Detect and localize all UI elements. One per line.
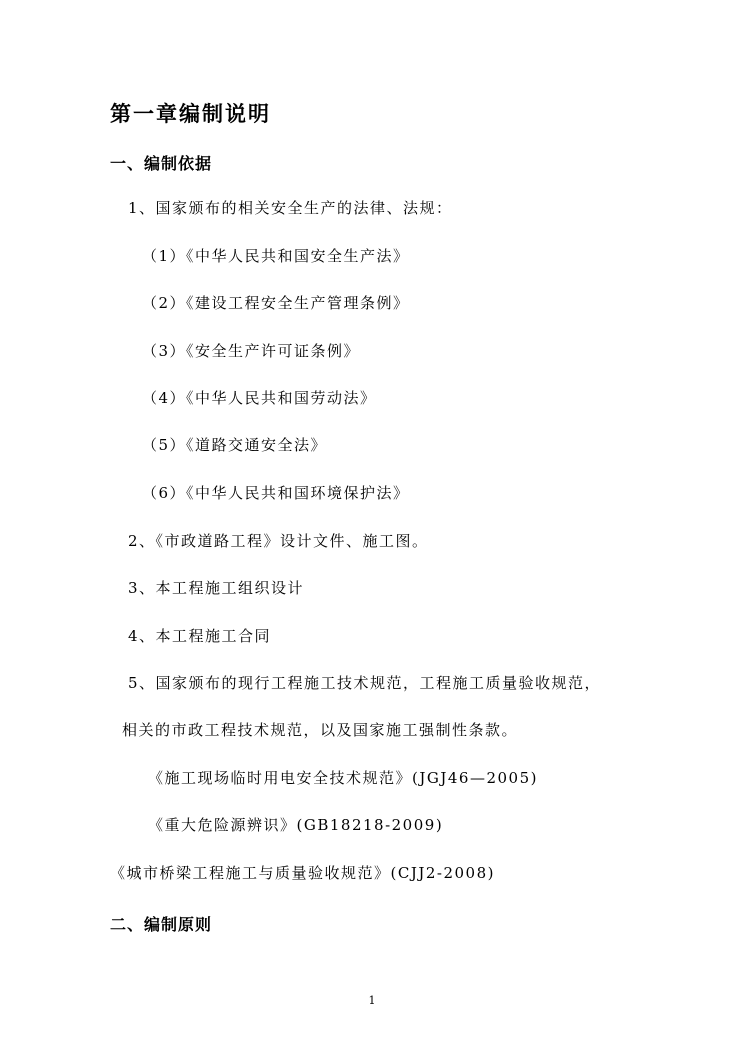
- law-item: （6）《中华人民共和国环境保护法》: [142, 484, 410, 502]
- basis-item-5-line-1: 5、国家颁布的现行工程施工技术规范，工程施工质量验收规范，: [128, 674, 602, 692]
- law-item: （2）《建设工程安全生产管理条例》: [142, 294, 410, 312]
- standard-item: 《重大危险源辨识》(GB18218-2009): [148, 816, 444, 834]
- basis-item-1: 1、国家颁布的相关安全生产的法律、法规：: [128, 199, 453, 217]
- law-item: （4）《中华人民共和国劳动法》: [142, 389, 377, 407]
- chapter-title: 第一章编制说明: [110, 102, 271, 126]
- standard-item: 《城市桥梁工程施工与质量验收规范》(CJJ2-2008): [110, 864, 495, 882]
- basis-item-2: 2、《市政道路工程》设计文件、施工图。: [128, 532, 429, 550]
- basis-item-4: 4、本工程施工合同: [128, 627, 272, 645]
- basis-item-3: 3、本工程施工组织设计: [128, 579, 305, 597]
- basis-item-5-line-2: 相关的市政工程技术规范，以及国家施工强制性条款。: [122, 721, 519, 739]
- section-heading-principles: 二、编制原则: [110, 915, 213, 934]
- law-item: （1）《中华人民共和国安全生产法》: [142, 247, 410, 265]
- law-item: （5）《道路交通安全法》: [142, 436, 328, 454]
- law-item: （3）《安全生产许可证条例》: [142, 342, 361, 360]
- page-number: 1: [368, 994, 376, 1007]
- standard-item: 《施工现场临时用电安全技术规范》(JGJ46—2005): [148, 769, 538, 787]
- section-heading-basis: 一、编制依据: [110, 154, 213, 173]
